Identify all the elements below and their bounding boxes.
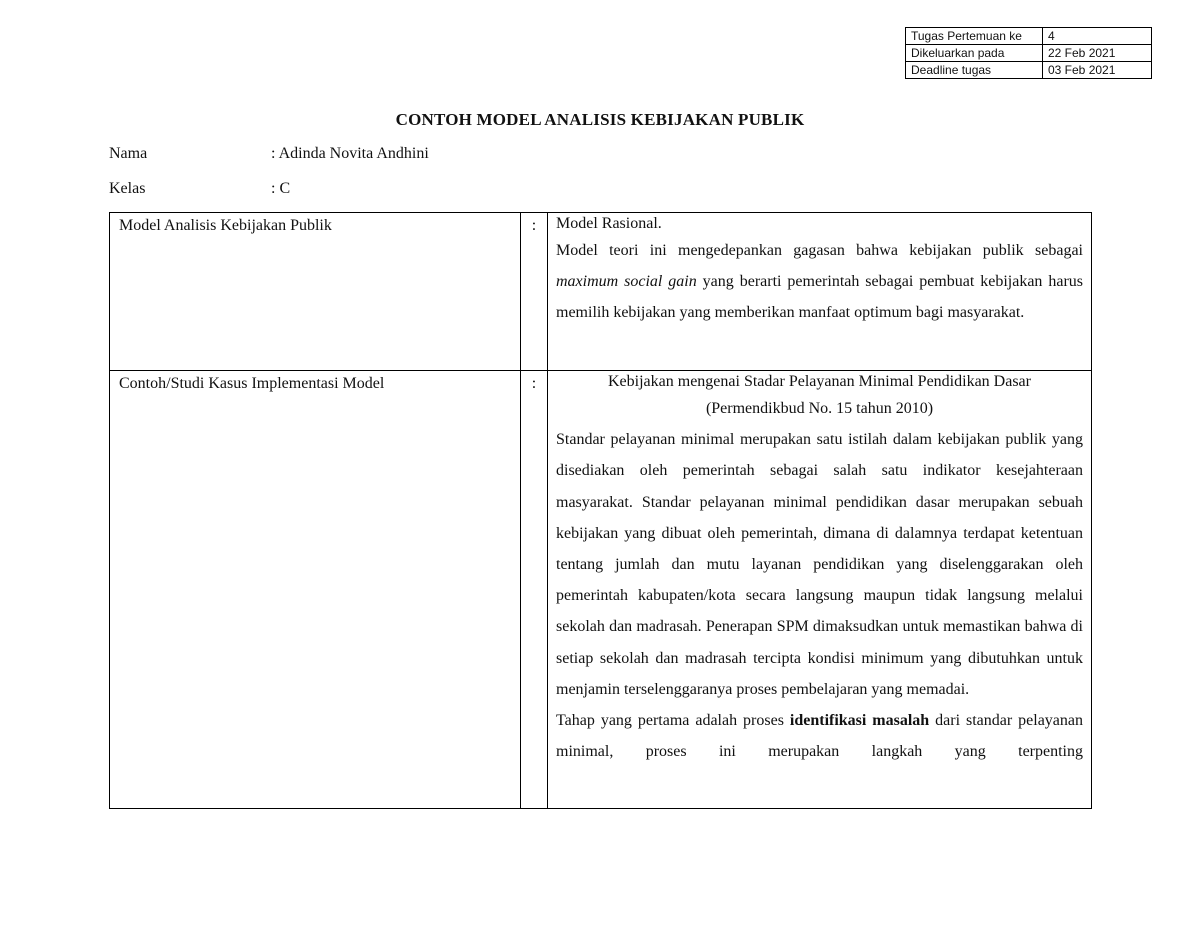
model-content	[556, 213, 1083, 329]
info-row-deadline	[906, 62, 1152, 79]
row-label-cell	[110, 371, 521, 809]
separator: :	[531, 217, 537, 234]
separator: :	[531, 375, 537, 392]
info-label: Tugas Pertemuan ke	[906, 28, 1043, 45]
info-row-meeting	[906, 28, 1152, 45]
info-label: Deadline tugas	[906, 62, 1043, 79]
case-content	[556, 371, 1083, 767]
table-row-case-study	[110, 371, 1092, 809]
analysis-table	[109, 212, 1092, 809]
class-label: Kelas	[109, 180, 146, 197]
document-title: CONTOH MODEL ANALISIS KEBIJAKAN PUBLIK	[395, 110, 805, 129]
info-label: Dikeluarkan pada	[906, 45, 1043, 62]
info-row-issued	[906, 45, 1152, 62]
assignment-info-table	[905, 27, 1152, 79]
class-value: : C	[271, 180, 291, 197]
info-value: 03 Feb 2021	[1043, 62, 1152, 79]
name-row	[109, 145, 429, 163]
case-bold-term: identifikasi masalah	[789, 712, 930, 730]
name-label: Nama	[109, 145, 148, 162]
model-heading: Model Rasional.	[556, 215, 662, 232]
case-paragraph-2	[556, 705, 1083, 767]
table-row-model	[110, 213, 1092, 371]
model-text-part: Model teori ini mengedepankan gagasan bahwa kebijakan publik sebagai	[556, 242, 1083, 259]
model-description	[556, 235, 1083, 329]
case-text-part: dari standar pelayanan minimal, proses ini merupakan langkah yang terpenting	[556, 712, 1083, 761]
name-value: : Adinda Novita Andhini	[271, 145, 429, 162]
row-content-cell	[548, 213, 1092, 371]
case-paragraph-1: Standar pelayanan minimal merupakan satu istilah dalam kebijakan publik yang disediakan oleh pemerintah sebagai salah satu indikator kesejahteraan masyarakat. Standar pelayanan minimal pendidikan dasar merupakan sebuah kebijakan yang dibuat oleh pemerintah, dimana di dalamnya terdapat ketentuan tentang jumlah dan mutu layanan pendidikan yang diselenggarakan oleh pemerintah kabupaten/kota secara langsung maupun tidak langsung melalui sekolah dan madrasah. Penerapan SPM dimaksudkan untuk memastikan bahwa di setiap sekolah dan madrasah tercipta kondisi minimum yang dibutuhkan untuk menjamin terselenggaranya proses pembelajaran yang memadai.	[556, 431, 1083, 698]
row-label-cell	[110, 213, 521, 371]
case-title-line2: (Permendikbud No. 15 tahun 2010)	[705, 400, 934, 417]
row-label: Model Analisis Kebijakan Publik	[119, 217, 332, 234]
case-title-line1: Kebijakan mengenai Stadar Pelayanan Minimal Pendidikan Dasar	[608, 373, 1031, 390]
info-value: 22 Feb 2021	[1043, 45, 1152, 62]
class-row	[109, 180, 290, 198]
model-italic-term: maximum social gain	[556, 273, 697, 291]
row-label: Contoh/Studi Kasus Implementasi Model	[119, 375, 385, 392]
separator-cell	[521, 371, 548, 809]
separator-cell	[521, 213, 548, 371]
info-value: 4	[1043, 28, 1152, 45]
case-text-part: Tahap yang pertama adalah proses	[556, 712, 790, 730]
row-content-cell	[548, 371, 1092, 809]
model-text-part: yang berarti pemerintah sebagai pembuat kebijakan harus memilih kebijakan yang memberikan manfaat optimum bagi masyarakat.	[556, 273, 1084, 322]
